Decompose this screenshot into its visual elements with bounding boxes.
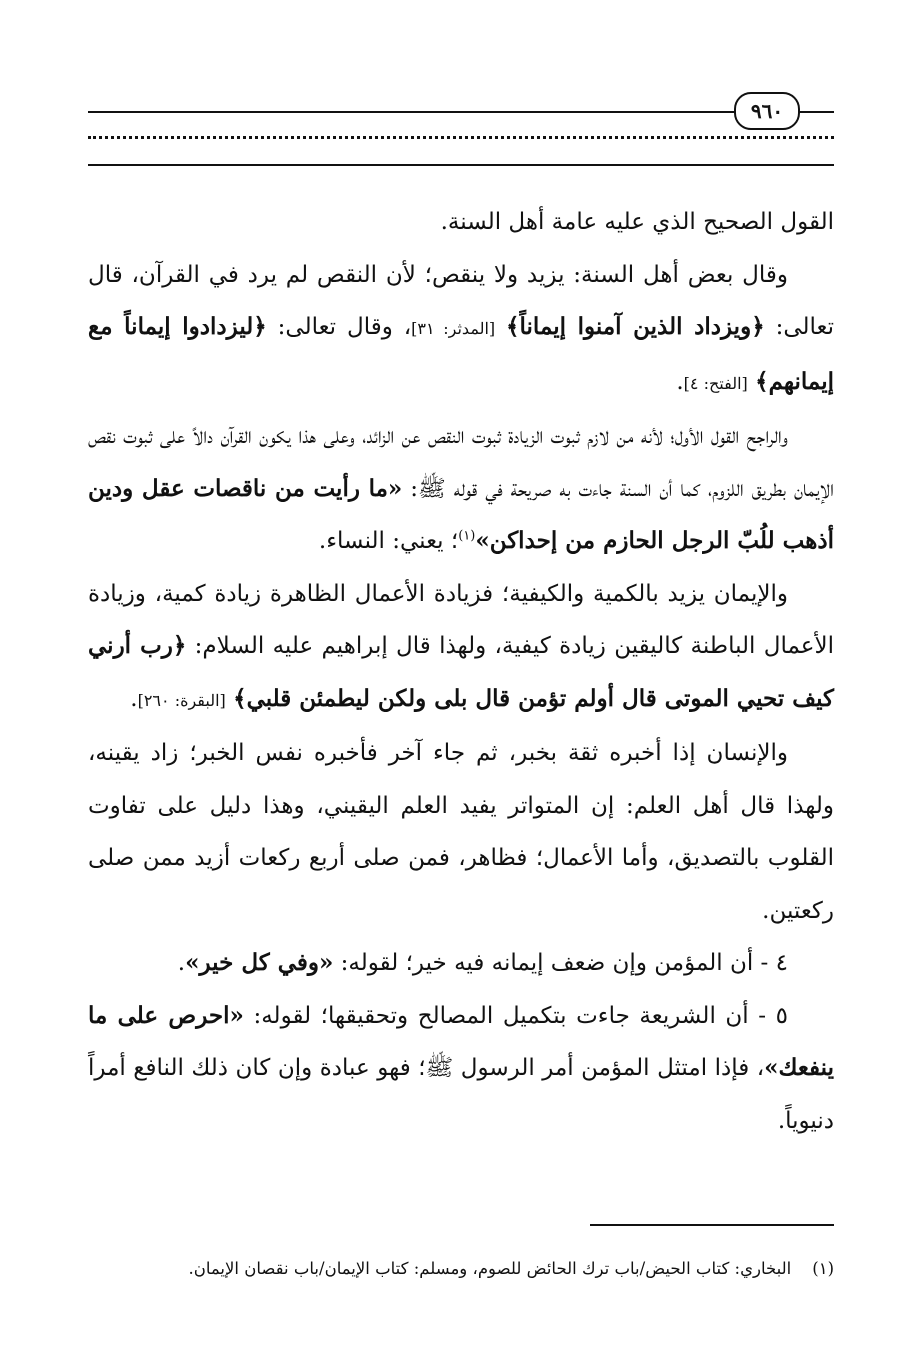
text-run: والإيمان يزيد بالكمية والكيفية؛ فزيادة الأعمال الظاهرة زيادة كمية، وزيادة الأعمال الباطنة كاليقين زيادة كيفية، ولهذا قال إبراهيم عليه السلام: xyxy=(88,580,834,659)
quoted-text: «احرص على ما ينفعك» xyxy=(88,1001,834,1081)
paragraph xyxy=(88,990,834,1148)
footnote-text: البخاري: كتاب الحيض/باب ترك الحائض للصوم، ومسلم: كتاب الإيمان/باب نقصان الإيمان. xyxy=(188,1259,792,1278)
text-run xyxy=(226,686,233,712)
text-run: وقال بعض أهل السنة: يزيد ولا ينقص؛ لأن النقص لم يرد في القرآن، قال تعالى: xyxy=(88,261,835,340)
quran-reference: [المدثر: ٣١] xyxy=(411,319,496,338)
text-run: ، وقال تعالى: xyxy=(266,314,412,340)
quoted-text: «وفي كل خير» xyxy=(185,949,334,976)
footnote xyxy=(88,1256,834,1282)
text-run xyxy=(748,369,755,395)
text-run: ٤ - أن المؤمن وإن ضعف إيمانه فيه خير؛ لقوله: xyxy=(333,950,788,976)
text-run: ، فإذا امتثل المؤمن أمر الرسول ﷺ؛ فهو عبادة وإن كان ذلك النافع أمراً دنيوياً. xyxy=(88,1055,834,1134)
text-run: القول الصحيح الذي عليه عامة أهل السنة. xyxy=(440,209,834,235)
quoted-text: ﴿ليزدادوا إيماناً مع إيمانهم﴾ xyxy=(88,313,834,395)
text-run: . xyxy=(130,685,138,712)
paragraph xyxy=(88,410,834,568)
text-run: . xyxy=(676,368,684,395)
text-run: ٥ - أن الشريعة جاءت بتكميل المصالح وتحقيقها؛ لقوله: xyxy=(243,1002,788,1029)
header-rule-bottom xyxy=(88,164,834,166)
footnote-separator xyxy=(590,1224,834,1226)
main-text xyxy=(88,196,834,1147)
quran-reference: [الفتح: ٤] xyxy=(683,373,748,393)
text-run: . xyxy=(177,950,186,976)
footnote-ref: (١) xyxy=(458,528,476,544)
page-number: ٩٦٠ xyxy=(734,92,800,130)
text-run xyxy=(495,314,506,340)
quoted-text: ﴿ويزداد الذين آمنوا إيماناً﴾ xyxy=(506,313,765,340)
text-run: والراجح القول الأول؛ لأنه من لازم ثبوت الزيادة ثبوت النقص عن الزائد، وعلى هذا يكون القرآن دالاً على ثبوت نقص الإيمان بطريق اللزوم، كما أن السنة جاءت به صريحة في قوله ﷺ: xyxy=(88,423,834,502)
text-run: ؛ يعني: النساء. xyxy=(318,528,459,554)
paragraph xyxy=(88,937,834,990)
paragraph xyxy=(88,249,834,411)
quoted-text: «ما رأيت من ناقصات عقل ودين أذهب للُبّ الرجل الحازم من إحداكن» xyxy=(88,474,834,554)
header-dotted-rule xyxy=(88,136,834,153)
quoted-text: ﴿رب أرني كيف تحيي الموتى قال أولم تؤمن قال بلى ولكن ليطمئن قلبي﴾ xyxy=(88,632,834,712)
paragraph xyxy=(88,727,834,937)
footnote-marker: (١) xyxy=(812,1259,834,1278)
text-run: والإنسان إذا أخبره ثقة بخبر، ثم جاء آخر فأخبره نفس الخبر؛ زاد يقينه، ولهذا قال أهل العلم: إن المتواتر يفيد العلم اليقيني، وهذا دليل على تفاوت القلوب بالتصديق، وأما الأعمال؛ فظاهر، فمن صلى أربع ركعات أزيد ممن صلى ركعتين. xyxy=(88,740,834,924)
paragraph xyxy=(88,568,834,728)
paragraph xyxy=(88,196,834,249)
quran-reference: [البقرة: ٢٦٠] xyxy=(137,690,226,710)
header-rule-top xyxy=(88,111,834,113)
